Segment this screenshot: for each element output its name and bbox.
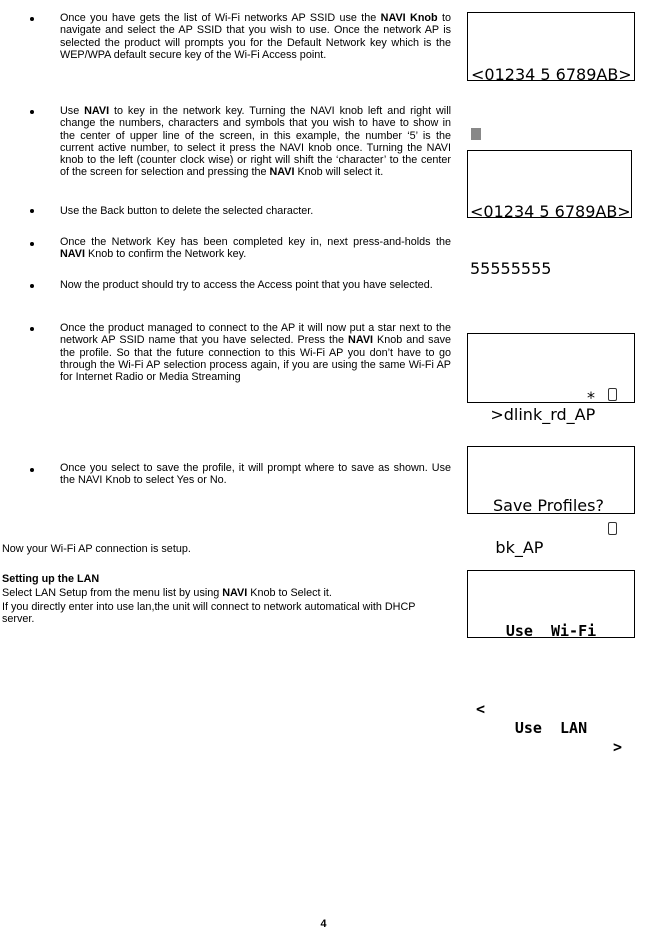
bullet-paragraph xyxy=(60,12,451,61)
text-run: Once the product managed to connect to the AP it will now put a star next to the network AP SSID name that you have selected. Press the xyxy=(60,322,451,347)
lcd-line-1: <01234 5 6789AB> xyxy=(470,202,631,221)
text-run: Knob to confirm the Network key. xyxy=(85,248,247,261)
bullet-dot xyxy=(30,242,34,246)
bullet-dot xyxy=(30,284,34,288)
lcd-line-2: 55555555 xyxy=(470,259,552,278)
text-run: Use the Back button to delete the selected character. xyxy=(60,205,314,217)
bullet-dot xyxy=(30,327,34,331)
lcd-save-profiles xyxy=(467,446,635,514)
lan-line-1-part-a: Select LAN Setup from the menu list by using xyxy=(2,587,223,599)
bold-text: NAVI xyxy=(348,334,374,347)
chevron-left-icon: < xyxy=(476,700,486,718)
bullet-paragraph xyxy=(60,205,451,217)
bullet-paragraph xyxy=(60,322,451,383)
navi-label: NAVI xyxy=(222,587,248,599)
lcd-key-entry xyxy=(467,150,632,278)
text-run: Now the product should try to access the Access point that you have selected. xyxy=(60,279,433,291)
setup-complete-text: Now your Wi-Fi AP connection is setup. xyxy=(2,543,191,555)
bullet-dot xyxy=(30,468,34,472)
bullet-paragraph xyxy=(60,236,451,261)
lcd-line-2: Use LAN xyxy=(514,719,588,737)
text-run: Use xyxy=(60,105,85,117)
star-icon: * xyxy=(587,388,595,407)
lan-line-1-part-c: Knob to Select it. xyxy=(247,587,332,599)
bullet-dot xyxy=(30,17,34,21)
lan-section-line-1 xyxy=(2,587,332,599)
lcd-line-1: <01234 5 6789AB> xyxy=(471,65,632,84)
bold-text: NAVI Knob xyxy=(380,12,438,24)
lcd-title: Save Profiles? xyxy=(493,496,604,515)
text-run: Knob will select it. xyxy=(294,166,384,179)
cursor-block-icon xyxy=(471,128,481,140)
bullet-paragraph xyxy=(60,105,451,179)
lcd-line-2: bk_AP xyxy=(490,538,544,557)
bullet-dot xyxy=(30,110,34,114)
text-run: Once the Network Key has been completed key in, next press-and-holds the xyxy=(60,236,451,248)
text-run: to navigate and select the AP SSID that you wish to use. Once the network AP is selected the product will prompts you for the Default Network key which is the WEP/WPA default secure key of the Wi-Fi Access point. xyxy=(60,12,451,61)
lcd-network-select xyxy=(467,570,635,756)
lan-section-heading: Setting up the LAN xyxy=(2,573,100,585)
bullet-paragraph xyxy=(60,462,451,487)
lock-icon xyxy=(608,388,617,401)
bold-text: NAVI xyxy=(269,166,295,179)
bullet-paragraph xyxy=(60,279,451,291)
bold-text: NAVI xyxy=(84,105,110,117)
lcd-line-1: Use Wi-Fi xyxy=(505,622,597,640)
lcd-key-prompt xyxy=(467,12,635,84)
text-run: Once you have gets the list of Wi-Fi networks AP SSID use the xyxy=(60,12,381,24)
bullet-dot xyxy=(30,209,34,213)
lan-section-line-2: If you directly enter into use lan,the unit will connect to network automatical with DHCP server. xyxy=(2,601,416,626)
bold-text: NAVI xyxy=(60,248,85,261)
text-run: Once you select to save the profile, it will prompt where to save as shown. Use the NAVI Knob to select Yes or No. xyxy=(60,462,451,487)
chevron-right-icon: > xyxy=(612,738,622,756)
page-number: 4 xyxy=(320,918,327,930)
lcd-line-1: >dlink_rd_AP xyxy=(490,405,596,424)
text-run: to key in the network key. Turning the NAVI knob left and right will change the numbers, characters and symbols that you wish to have to show in the center of upper line of the screen, in this example, the number ‘5’ is the current active number, to select it press the NAVI knob once. Turning the NAVI knob to the left (counter clock wise) or right will shift the ‘character’ to the center of the screen for selection and pressing the xyxy=(60,105,452,179)
text-run: Knob and save the profile. So that the future connection to this Wi-Fi AP you don’t have to go through the Wi-Fi AP selection process again, if you are using the same Wi-Fi AP for Internet Radio or Media Streaming xyxy=(60,334,451,384)
